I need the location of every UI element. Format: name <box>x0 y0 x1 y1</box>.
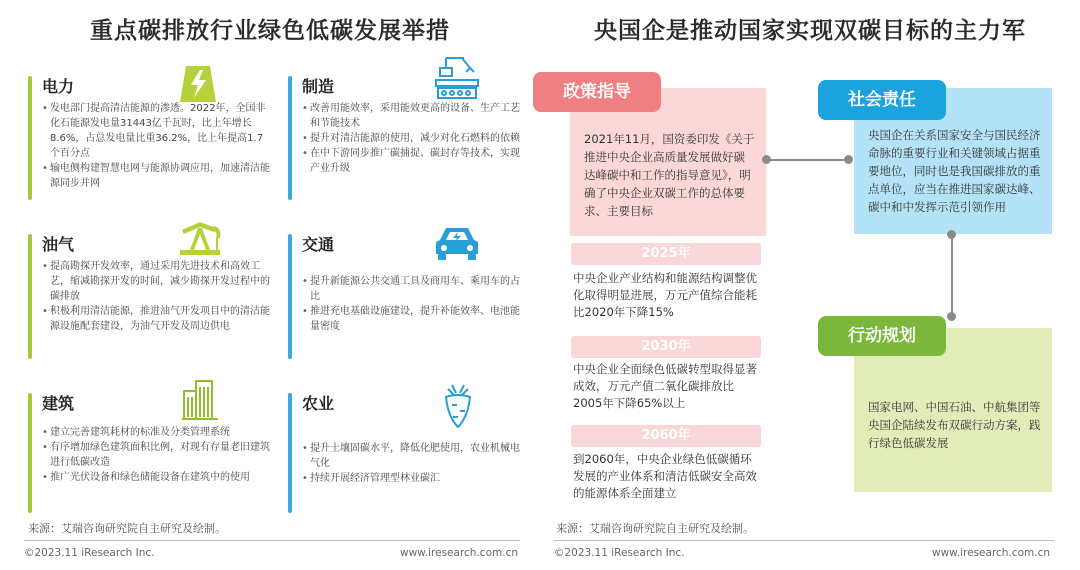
sector-bullets <box>302 274 522 334</box>
sector-title: 电力 <box>42 77 75 96</box>
sector-bar <box>288 234 292 359</box>
sector-bullets <box>302 441 522 486</box>
milestone-text: 中央企业产业结构和能源结构调整优化取得明显进展，万元产值综合能耗比2020年下降15% <box>573 271 757 319</box>
social-text: 央国企在关系国家安全与国民经济命脉的重要行业和关键领域占据重要地位，同时也是我国碳排放的重点单位，应当在推进国家碳达峰、碳中和中发挥示范引领作用 <box>868 128 1041 214</box>
connector-dot <box>762 155 771 164</box>
sector-bar <box>288 393 292 513</box>
sector-building <box>28 391 273 517</box>
milestone-year: 2030年 <box>571 336 761 358</box>
sector-bar <box>288 76 292 200</box>
right-panel <box>540 0 1080 570</box>
sector-bar <box>28 393 32 513</box>
bullet: • 持续开展经济管理型林业碳汇 <box>302 471 522 486</box>
bullet: • 积极利用清洁能源，推进油气开发项目中的清洁能源设施配套建设，为油气开发及周边供电 <box>42 304 270 334</box>
action-tag: 行动规划 <box>818 316 946 356</box>
sector-title: 农业 <box>302 394 335 413</box>
bullet: • 提升土壤固碳水平，降低化肥使用，农业机械电气化 <box>302 441 522 471</box>
sector-bar <box>28 234 32 359</box>
bullet: • 推广光伏设备和绿色储能设备在建筑中的使用 <box>42 470 270 485</box>
bullet: • 提升新能源公共交通工具及商用车、乘用车的占比 <box>302 274 522 304</box>
milestone-text: 中央企业全面绿色低碳转型取得显著成效，万元产值二氧化碳排放比2005年下降65%以上 <box>573 362 757 410</box>
connector-dot <box>947 312 956 321</box>
sector-bullets <box>42 259 270 334</box>
bullet: • 在中下游同步推广碳捕捉、碳封存等技术，实现产业升级 <box>302 146 522 176</box>
sector-manufacturing <box>288 74 523 204</box>
policy-text: 2021年11月，国资委印发《关于推进中央企业高质量发展做好碳达峰碳中和工作的指导意见》，明确了中央企业双碳工作的总体要求、主要目标 <box>584 132 755 218</box>
bullet: • 输电侧构建智慧电网与能源协调应用，加速清洁能源同步并网 <box>42 161 270 191</box>
left-title: 重点碳排放行业绿色低碳发展举措 <box>90 18 450 44</box>
connector-dot <box>844 155 853 164</box>
factory-robot-icon <box>432 54 482 106</box>
sector-agriculture <box>288 391 523 517</box>
bullet: • 提升对清洁能源的使用，减少对化石燃料的依赖 <box>302 131 522 146</box>
connector-line <box>951 234 953 316</box>
action-text: 国家电网、中国石油、中航集团等央国企陆续发布双碳行动方案，践行绿色低碳发展 <box>868 400 1041 450</box>
social-tag: 社会责任 <box>818 80 946 120</box>
sector-title: 交通 <box>302 235 335 254</box>
electric-car-icon <box>432 222 482 266</box>
sector-title: 油气 <box>42 235 75 254</box>
copyright: ©2023.11 iResearch Inc. <box>554 547 685 559</box>
milestone-year: 2025年 <box>571 243 761 265</box>
connector-dot <box>947 230 956 239</box>
site-url[interactable]: www.iresearch.com.cn <box>931 547 1050 559</box>
bullet: • 发电部门提高清洁能源的渗透。2022年，全国非化石能源发电量31443亿千瓦时，比上年增长8.6%，占总发电量比重36.2%，比上年提高1.7个百分点 <box>42 101 270 161</box>
sector-transport <box>288 232 523 362</box>
bullet: • 推进充电基础设施建设，提升补能效率、电池能量密度 <box>302 304 522 334</box>
bullet: • 建立完善建筑耗材的标准及分类管理系统 <box>42 425 270 440</box>
source-note: 来源：艾瑞咨询研究院自主研究及绘制。 <box>28 522 226 535</box>
sector-bullets <box>302 101 522 176</box>
bullet: • 有序增加绿色建筑面积比例，对现有存量老旧建筑进行低碳改造 <box>42 440 270 470</box>
site-url[interactable]: www.iresearch.com.cn <box>399 547 518 559</box>
building-icon <box>180 377 220 425</box>
oil-pump-icon <box>176 216 224 262</box>
milestone-year: 2060年 <box>571 425 761 447</box>
copyright: ©2023.11 iResearch Inc. <box>24 547 155 559</box>
source-note: 来源：艾瑞咨询研究院自主研究及绘制。 <box>556 522 754 535</box>
sector-power <box>28 74 273 204</box>
carrot-icon <box>438 381 478 433</box>
right-title: 央国企是推动国家实现双碳目标的主力军 <box>594 18 1026 44</box>
sector-bullets <box>42 425 270 485</box>
sector-bar <box>28 76 32 200</box>
sector-title: 建筑 <box>42 394 75 413</box>
footer-divider <box>24 540 520 541</box>
sector-oil-gas <box>28 232 273 362</box>
policy-tag: 政策指导 <box>533 72 661 112</box>
bullet: • 改善用能效率，采用能效更高的设备、生产工艺和节能技术 <box>302 101 522 131</box>
bullet: • 提高勘探开发效率，通过采用先进技术和高效工艺，缩减勘探开发的时间，减少勘探开发过程中的碳排放 <box>42 259 270 304</box>
sector-bullets <box>42 101 270 191</box>
connector-line <box>766 159 848 161</box>
sector-title: 制造 <box>302 77 335 96</box>
milestone-text: 到2060年，中央企业绿色低碳循环发展的产业体系和清洁低碳安全高效的能源体系全面建立 <box>573 452 757 500</box>
footer-divider <box>554 540 1054 541</box>
